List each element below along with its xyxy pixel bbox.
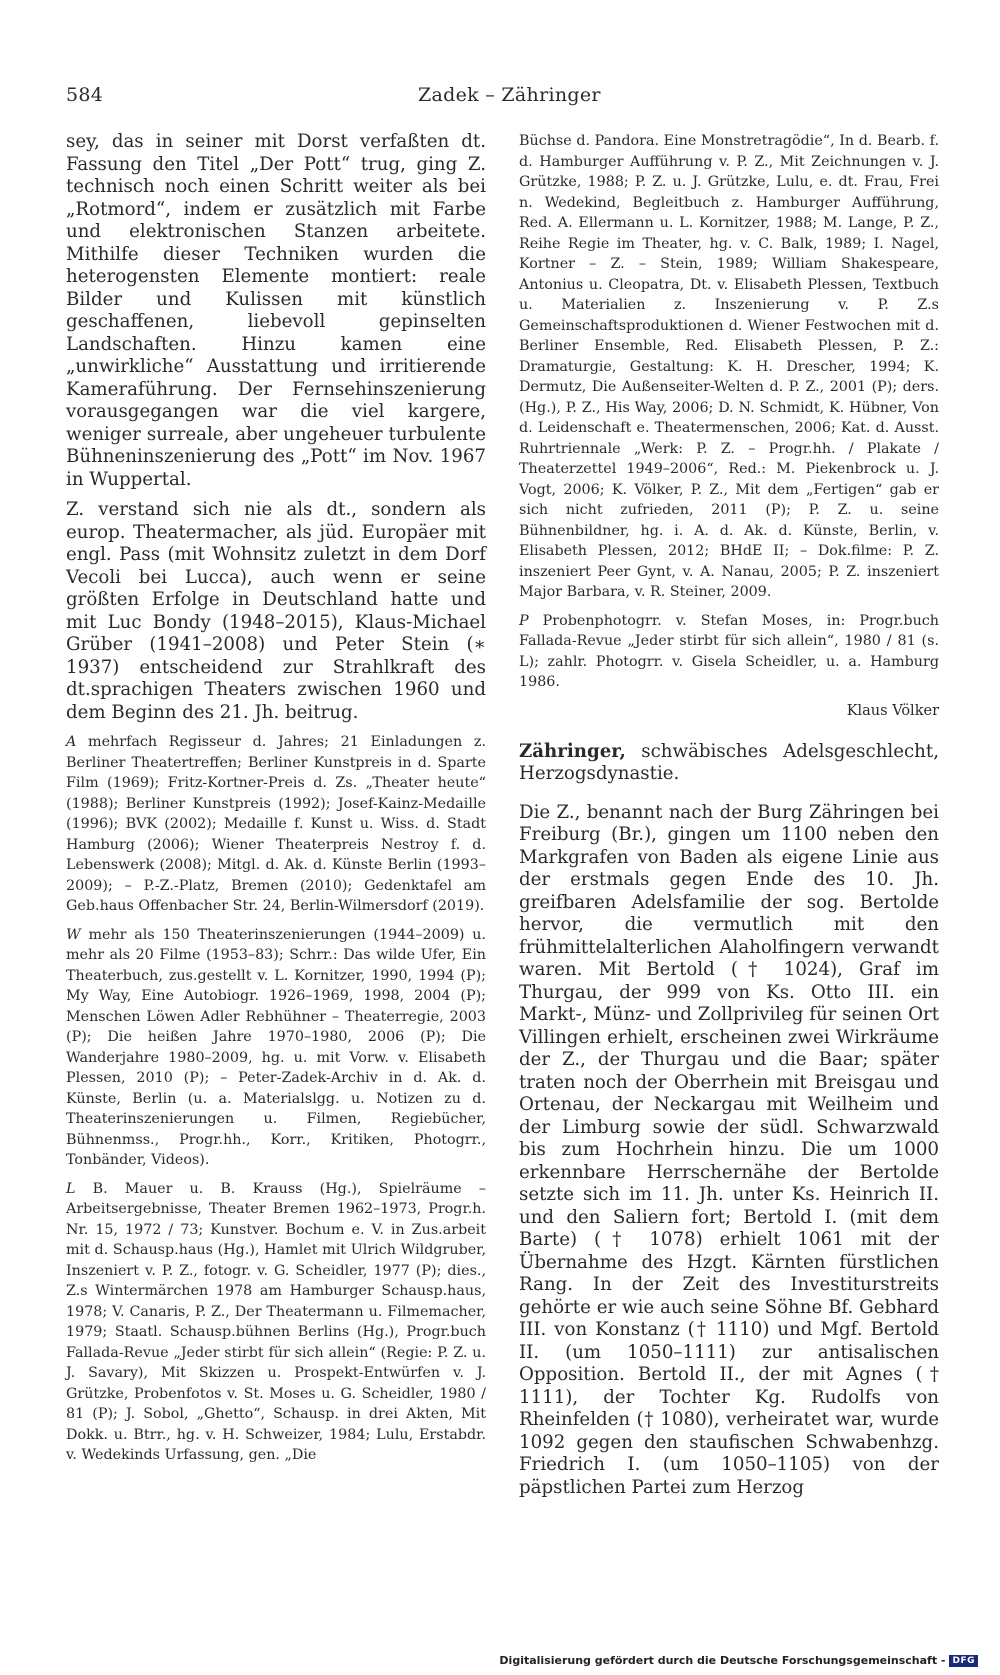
page-number: 584 [66,84,104,106]
left-column [66,131,486,1474]
section-letter: A [66,734,77,750]
section-letter: W [66,926,81,943]
footer [499,1654,978,1667]
section-letter: L [66,1180,76,1197]
section-text: mehrfach Regisseur d. Jahres; 21 Einladungen z. Berliner Theatertreffen; Berliner Kunstpreis in d. Sparte Film (1969); Fritz-Kortner-Preis d. Zs. „Theater heute“ (1988); Berliner Kunstpreis (1992); Josef-Kainz-Medaille (1996); BVK (2002); Medaille f. Kunst u. Wiss. d. Stadt Hamburg (2006); Wiener Theaterpreis Nestroy f. d. Lebenswerk (2008); Mitgl. d. Ak. d. Künste Berlin (1993–2009); – P.-Z.-Platz, Bremen (2010); Gedenktafel am Geb.haus Offenbacher Str. 24, Berlin-Wilmersdorf (2019). [66,734,486,914]
works-section [66,925,486,1171]
dfg-logo: DFG [949,1655,978,1667]
section-text: B. Mauer u. B. Krauss (Hg.), Spielräume – Arbeitsergebnisse, Theater Bremen 1962–1973, Progr.h. Nr. 15, 1972 / 73; Kunstver. Bochum e. V. in Zus.arbeit mit d. Schausp.haus (Hg.), Hamlet mit Ulrich Wildgruber, Inszeniert v. P. Z., fotogr. v. G. Scheidler, 1977 (P); dies., Z.s Wintermärchen 1978 am Hamburger Schausp.haus, 1978; V. Canaris, P. Z., Der Theatermann u. Filmemacher, 1979; Staatl. Schausp.bühnen Berlins (Hg.), Progr.buch Fallada-Revue „Jeder stirbt für sich allein“ (Regie: P. Z. u. J. Savary), Mit Skizzen u. Prospekt-Entwürfen v. J. Grützke, Probenfotos v. St. Moses u. G. Scheidler, 1980 / 81 (P); J. Sobol, „Ghetto“, Schausp. in drei Akten, Mit Dokk. u. Btrr., hg. v. H. Schweizer, 1984; Lulu, Erstabdr. v. Wedekinds Urfassung, gen. „Die [66,1180,486,1463]
awards-section [66,732,486,917]
section-letter: P [519,612,529,629]
right-column [519,131,939,1507]
literature-section [66,1179,486,1466]
section-text: Probenphotogrr. v. Stefan Moses, in: Progr.buch Fallada-Revue „Jeder stirbt für sich allein“, 1980 / 81 (s. L); zahlr. Photogrr. v. Gisela Scheidler, u. a. Hamburg 1986. [519,612,939,690]
entry-description: schwäbisches Adelsgeschlecht, Herzogsdynastie. [519,740,939,784]
entry-name: Zähringer, [519,740,626,762]
entry-heading [519,741,939,786]
literature-continued: Büchse d. Pandora. Eine Monstretragödie“, In d. Bearb. f. d. Hamburger Aufführung v. P. Z., Mit Zeichnungen v. J. Grützke, 1988; P. Z. u. J. Grützke, Lulu, e. dt. Frau, Frei n. Wedekind, Begleitbuch z. Hamburger Aufführung, Red. A. Ellermann u. L. Kornitzer, 1988; M. Lange, P. Z., Reihe Regie im Theater, hg. v. C. Balk, 1989; I. Nagel, Kortner – Z. – Stein, 1989; William Shakespeare, Antonius u. Cleopatra, Dt. v. Elisabeth Plessen, Textbuch u. Materialien z. Inszenierung v. P. Z.s Gemeinschaftsproduktionen d. Wiener Festwochen mit d. Berliner Ensemble, Red. Elisabeth Plessen, P. Z.: Dramaturgie, Gestaltung: K. H. Drescher, 1994; K. Dermutz, Die Außenseiter-Welten d. P. Z., 2001 (P); ders. (Hg.), P. Z., His Way, 2006; D. N. Schmidt, K. Hübner, Von d. Leidenschaft e. Theatermenschen, 2006; Kat. d. Ausst. Ruhrtriennale „Werk: P. Z. – Progr.hh. / Plakate / Theaterzettel 1949–2006“, Red.: M. Piekenbrock u. J. Vogt, 2006; K. Völker, P. Z., Mit dem „Fertigen“ gab er sich nicht zufrieden, 2011 (P); P. Z. u. seine Bühnenbildner, hg. i. A. d. Ak. d. Künste, Berlin, v. Elisabeth Plessen, 2012; BHdE II; – Dok.filme: P. Z. inszeniert Peer Gynt, v. A. Nanau, 2005; P. Z. inszeniert Major Barbara, v. R. Steiner, 2009. [519,133,939,600]
portraits-section [519,611,939,693]
entry-body: Die Z., benannt nach der Burg Zähringen bei Freiburg (Br.), gingen um 1100 neben den Markgrafen von Baden als eigene Linie aus der erstmals gegen Ende des 10. Jh. greifbaren Adelsfamilie der sog. Bertolde hervor, die vermutlich mit den frühmittelalterlichen Alaholfingern verwandt waren. Mit Bertold († 1024), Graf im Thurgau, der 999 von Ks. Otto III. ein Markt-, Münz- und Zollprivileg für seinen Ort Villingen erhielt, erscheinen zwei Wirkräume der Z., der Thurgau und die Baar; später traten noch der Oberrhein mit Breisgau und Ortenau, der Neckargau mit Weilheim und der Limburg sowie der südl. Schwarzwald bis zum Hochrhein hinzu. Die um 1000 erkennbare Herrschernähe der Bertolde setzte sich im 11. Jh. unter Ks. Heinrich II. und den Saliern fort; Bertold I. (mit dem Barte) († 1078) erhielt 1061 mit der Übernahme des Hzgt. Kärnten fürstlichen Rang. In der Zeit des Investiturstreits gehörte er wie auch seine Söhne Bf. Gebhard III. von Konstanz († 1110) und Mgf. Bertold II. (um 1050–1111) zur antisalischen Opposition. Bertold II., der mit Agnes († 1111), der Tochter Kg. Rudolfs von Rheinfelden († 1080), verheiratet war, wurde 1092 gegen den staufischen Schwabenhzg. Friedrich I. (um 1050–1105) von der päpstlichen Partei zum Herzog [519,801,939,1498]
author-signature: Klaus Völker [846,702,939,719]
body-paragraph: sey, das in seiner mit Dorst verfaßten dt. Fassung den Titel „Der Pott“ trug, ging Z. technisch noch einen Schritt weiter als bei „Rotmord“, indem er zusätzlich mit Farbe und elektronischen Stanzen arbeitete. Mithilfe dieser Techniken wurden die heterogensten Elemente montiert: reale Bilder und Kulissen mit künstlich geschaffenen, liebevoll gepinselten Landschaften. Hinzu kamen eine „unwirkliche“ Ausstattung und irritierende Kameraführung. Der Fernsehinszenierung vorausgegangen war die viel kargere, weniger surreale, aber ungeheuer turbulente Bühneninszenierung des „Pott“ im Nov. 1967 in Wuppertal. [66,131,486,490]
footer-text: Digitalisierung gefördert durch die Deutsche Forschungsgemeinschaft - [499,1654,946,1667]
running-head: Zadek – Zähringer [418,84,601,106]
section-text: mehr als 150 Theaterinszenierungen (1944–2009) u. mehr als 20 Filme (1953–83); Schrr.: Das wilde Ufer, Ein Theaterbuch, zus.gestellt v. L. Kornitzer, 1990, 1994 (P); My Way, Eine Autobiogr. 1926–1969, 1998, 2004 (P); Menschen Löwen Adler Rebhühner – Theaterregie, 2003 (P); Die heißen Jahre 1970–1980, 2006 (P); Die Wanderjahre 1980–2009, hg. u. mit Vorw. v. Elisabeth Plessen, 2010 (P); – Peter-Zadek-Archiv in d. Ak. d. Künste, Berlin (u. a. Materialslgg. u. Notizen zu d. Theaterinszenierungen u. Filmen, Regiebücher, Bühnenmss., Progr.hh., Korr., Kritiken, Photogrr., Tonbänder, Videos). [66,926,486,1168]
body-paragraph: Z. verstand sich nie als dt., sondern als europ. Theatermacher, als jüd. Europäer mit engl. Pass (mit Wohnsitz zuletzt in dem Dorf Vecoli bei Lucca), auch wenn er seine größten Erfolge in Deutschland hatte und mit Luc Bondy (1948–2015), Klaus-Michael Grüber (1941–2008) und Peter Stein (∗ 1937) entscheidend zur Strahlkraft des dt.sprachigen Theaters zwischen 1960 und dem Beginn des 21. Jh. beitrug. [66,499,486,723]
